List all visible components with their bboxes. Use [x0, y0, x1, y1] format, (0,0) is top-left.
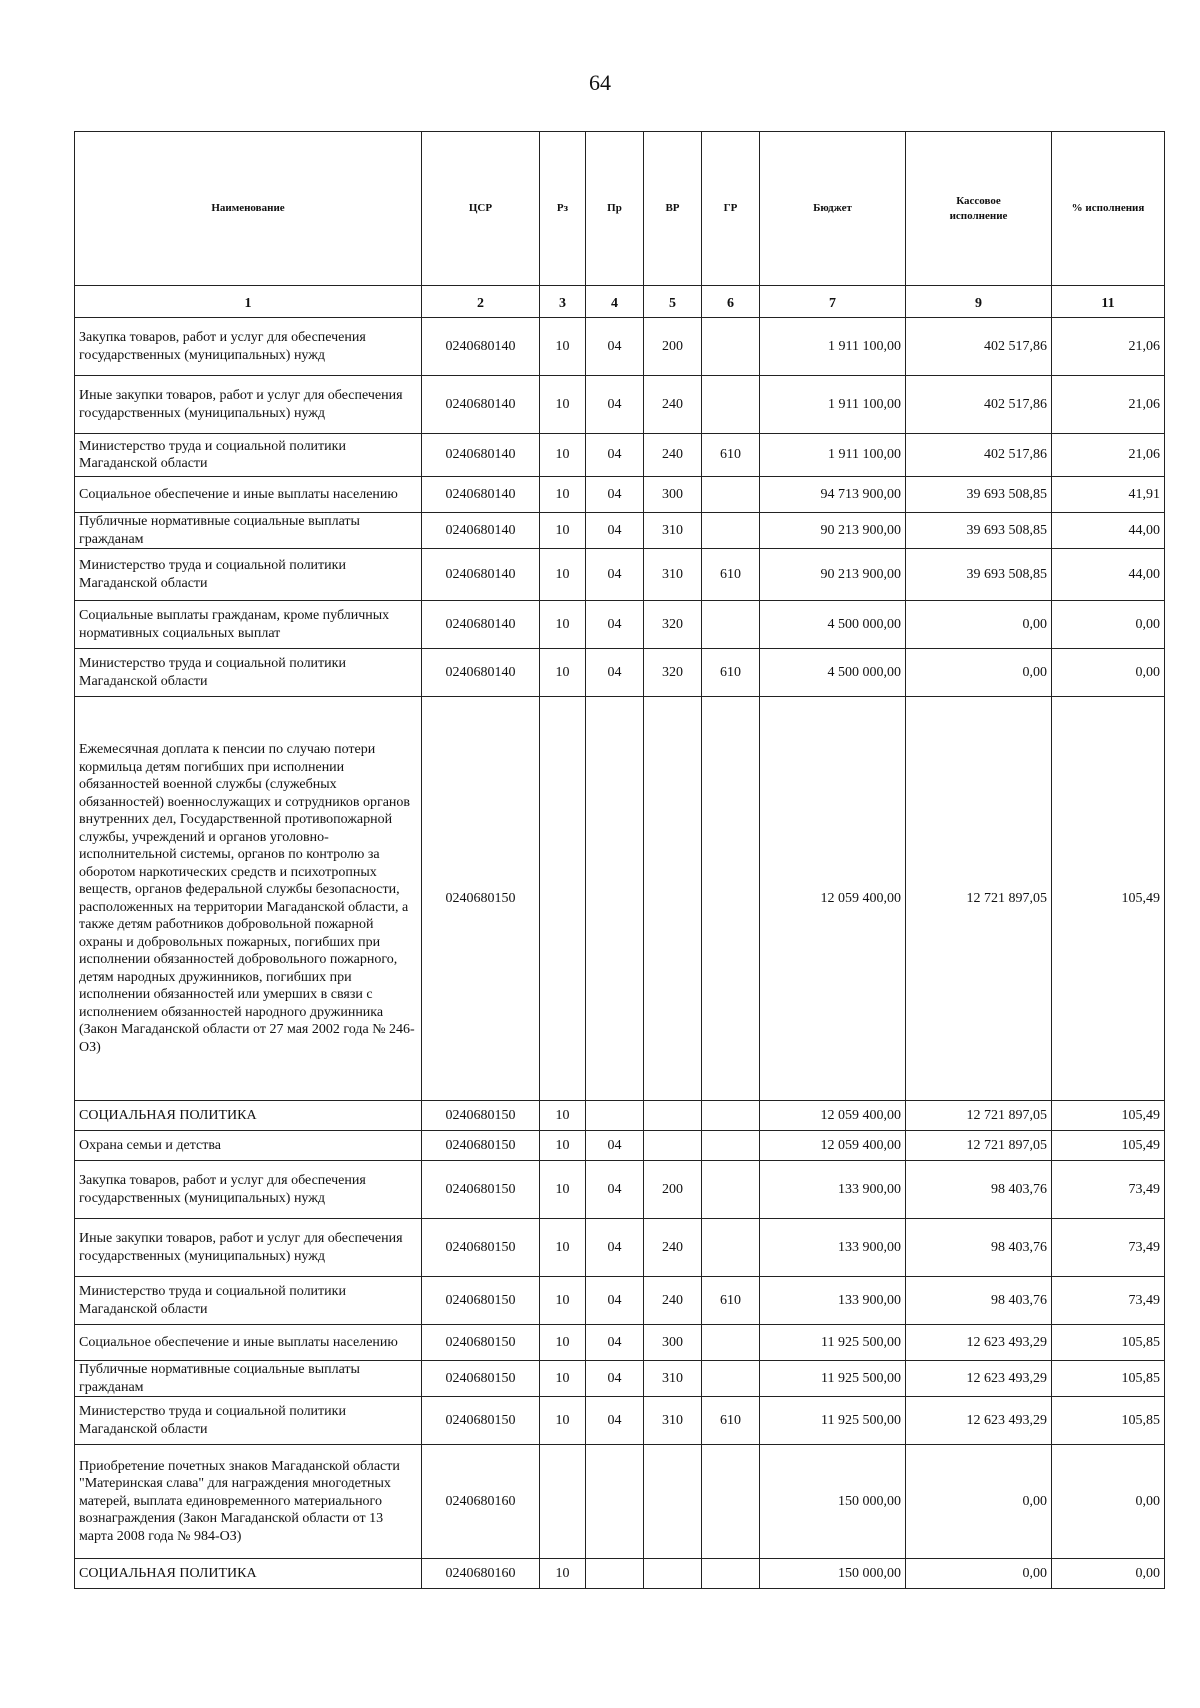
- column-number: 9: [906, 286, 1052, 318]
- row-budget-cell: 150 000,00: [760, 1445, 906, 1559]
- row-rz-cell: 10: [540, 601, 586, 649]
- row-rz-cell: 10: [540, 1161, 586, 1219]
- row-name-cell: Министерство труда и социальной политики Магаданской области: [75, 649, 422, 697]
- row-budget-cell: 12 059 400,00: [760, 697, 906, 1101]
- row-budget-cell: 94 713 900,00: [760, 477, 906, 513]
- row-name-cell: Закупка товаров, работ и услуг для обеспечения государственных (муниципальных) нужд: [75, 318, 422, 376]
- row-csr-cell: 0240680150: [422, 1397, 540, 1445]
- row-csr-cell: 0240680150: [422, 1325, 540, 1361]
- row-csr-cell: 0240680140: [422, 549, 540, 601]
- row-rz-cell: 10: [540, 1559, 586, 1589]
- row-csr-cell: 0240680160: [422, 1445, 540, 1559]
- column-number: 6: [702, 286, 760, 318]
- row-name-cell: Публичные нормативные социальные выплаты гражданам: [75, 1361, 422, 1397]
- row-pr-cell: 04: [586, 1219, 644, 1277]
- row-rz-cell: 10: [540, 434, 586, 477]
- row-budget-cell: 1 911 100,00: [760, 376, 906, 434]
- row-gr-cell: 610: [702, 649, 760, 697]
- column-number: 4: [586, 286, 644, 318]
- header-budget: Бюджет: [760, 132, 906, 286]
- row-csr-cell: 0240680150: [422, 1277, 540, 1325]
- row-gr-cell: [702, 1219, 760, 1277]
- row-cash-cell: 402 517,86: [906, 376, 1052, 434]
- row-budget-cell: 133 900,00: [760, 1219, 906, 1277]
- row-gr-cell: [702, 318, 760, 376]
- row-percent-cell: 44,00: [1052, 513, 1165, 549]
- row-name-cell: СОЦИАЛЬНАЯ ПОЛИТИКА: [75, 1559, 422, 1589]
- row-csr-cell: 0240680140: [422, 477, 540, 513]
- row-rz-cell: 10: [540, 477, 586, 513]
- row-vr-cell: 240: [644, 434, 702, 477]
- row-pr-cell: [586, 1101, 644, 1131]
- row-budget-cell: 1 911 100,00: [760, 318, 906, 376]
- row-budget-cell: 12 059 400,00: [760, 1101, 906, 1131]
- row-csr-cell: 0240680140: [422, 513, 540, 549]
- table-row: [75, 1361, 1165, 1397]
- row-budget-cell: 90 213 900,00: [760, 513, 906, 549]
- table-row: [75, 1397, 1165, 1445]
- header-csr: ЦСР: [422, 132, 540, 286]
- row-cash-cell: 12 721 897,05: [906, 1131, 1052, 1161]
- row-vr-cell: 240: [644, 1277, 702, 1325]
- page-number: 64: [589, 70, 611, 95]
- row-name-cell: Социальное обеспечение и иные выплаты населению: [75, 1325, 422, 1361]
- row-gr-cell: [702, 513, 760, 549]
- row-rz-cell: 10: [540, 549, 586, 601]
- row-vr-cell: [644, 1131, 702, 1161]
- row-gr-cell: [702, 601, 760, 649]
- row-vr-cell: 320: [644, 601, 702, 649]
- column-number: 1: [75, 286, 422, 318]
- header-row: [75, 132, 1165, 286]
- table-row: [75, 1325, 1165, 1361]
- row-percent-cell: 21,06: [1052, 318, 1165, 376]
- row-vr-cell: [644, 1101, 702, 1131]
- row-name-cell: Иные закупки товаров, работ и услуг для обеспечения государственных (муниципальных) нужд: [75, 1219, 422, 1277]
- table-row: [75, 1101, 1165, 1131]
- row-vr-cell: 320: [644, 649, 702, 697]
- row-percent-cell: 73,49: [1052, 1219, 1165, 1277]
- header-gr: ГР: [702, 132, 760, 286]
- row-vr-cell: 310: [644, 1361, 702, 1397]
- row-rz-cell: 10: [540, 1277, 586, 1325]
- row-name-cell: Публичные нормативные социальные выплаты гражданам: [75, 513, 422, 549]
- row-pr-cell: 04: [586, 376, 644, 434]
- row-cash-cell: 0,00: [906, 649, 1052, 697]
- row-csr-cell: 0240680140: [422, 318, 540, 376]
- row-pr-cell: 04: [586, 649, 644, 697]
- row-pr-cell: 04: [586, 513, 644, 549]
- row-cash-cell: 39 693 508,85: [906, 513, 1052, 549]
- row-name-cell: Ежемесячная доплата к пенсии по случаю потери кормильца детям погибших при исполнении обязанностей военной службы (служебных обязанностей) военнослужащих и сотрудников органов внутренних дел, Государственной противопожарной службы, учреждений и органов уголовно-исполнительной системы, органов по контролю за оборотом наркотических средств и психотропных веществ, органов федеральной службы безопасности, расположенных на территории Магаданской области, а также детям работников добровольной пожарной охраны и добровольных пожарных, погибших при исполнении обязанностей добровольного пожарного, детям народных дружинников, погибших при исполнении обязанностей или умерших в связи с исполнением обязанностей народного дружинника (Закон Магаданской области от 27 мая 2002 года № 246-ОЗ): [75, 697, 422, 1101]
- row-gr-cell: [702, 1559, 760, 1589]
- table-row: [75, 1219, 1165, 1277]
- row-name-cell: Охрана семьи и детства: [75, 1131, 422, 1161]
- row-vr-cell: 200: [644, 318, 702, 376]
- budget-table: [74, 131, 1165, 1589]
- row-name-cell: Министерство труда и социальной политики Магаданской области: [75, 1397, 422, 1445]
- row-pr-cell: 04: [586, 1131, 644, 1161]
- table-row: [75, 477, 1165, 513]
- row-rz-cell: 10: [540, 649, 586, 697]
- row-pr-cell: 04: [586, 1161, 644, 1219]
- row-gr-cell: 610: [702, 1397, 760, 1445]
- row-vr-cell: 300: [644, 1325, 702, 1361]
- table-row: [75, 513, 1165, 549]
- row-cash-cell: 39 693 508,85: [906, 549, 1052, 601]
- row-csr-cell: 0240680150: [422, 697, 540, 1101]
- row-budget-cell: 1 911 100,00: [760, 434, 906, 477]
- row-budget-cell: 133 900,00: [760, 1277, 906, 1325]
- row-percent-cell: 73,49: [1052, 1277, 1165, 1325]
- row-cash-cell: 98 403,76: [906, 1161, 1052, 1219]
- row-rz-cell: 10: [540, 1397, 586, 1445]
- column-number-row: [75, 286, 1165, 318]
- row-gr-cell: [702, 1131, 760, 1161]
- row-name-cell: Иные закупки товаров, работ и услуг для обеспечения государственных (муниципальных) нужд: [75, 376, 422, 434]
- row-cash-cell: 0,00: [906, 1559, 1052, 1589]
- row-budget-cell: 133 900,00: [760, 1161, 906, 1219]
- header-rz: Рз: [540, 132, 586, 286]
- row-cash-cell: 12 623 493,29: [906, 1361, 1052, 1397]
- row-csr-cell: 0240680150: [422, 1131, 540, 1161]
- row-gr-cell: 610: [702, 434, 760, 477]
- row-percent-cell: 0,00: [1052, 1445, 1165, 1559]
- row-percent-cell: 44,00: [1052, 549, 1165, 601]
- table-row: [75, 1559, 1165, 1589]
- table-row: [75, 1445, 1165, 1559]
- row-percent-cell: 0,00: [1052, 1559, 1165, 1589]
- table-row: [75, 601, 1165, 649]
- row-percent-cell: 105,85: [1052, 1361, 1165, 1397]
- row-percent-cell: 73,49: [1052, 1161, 1165, 1219]
- row-name-cell: Социальное обеспечение и иные выплаты населению: [75, 477, 422, 513]
- row-csr-cell: 0240680160: [422, 1559, 540, 1589]
- table-body: [75, 318, 1165, 1589]
- row-percent-cell: 21,06: [1052, 434, 1165, 477]
- row-cash-cell: 0,00: [906, 1445, 1052, 1559]
- row-vr-cell: 310: [644, 549, 702, 601]
- row-cash-cell: 98 403,76: [906, 1219, 1052, 1277]
- table-row: [75, 376, 1165, 434]
- row-csr-cell: 0240680150: [422, 1361, 540, 1397]
- row-pr-cell: 04: [586, 1397, 644, 1445]
- row-csr-cell: 0240680150: [422, 1219, 540, 1277]
- row-vr-cell: 310: [644, 1397, 702, 1445]
- row-vr-cell: 240: [644, 1219, 702, 1277]
- row-percent-cell: 105,49: [1052, 1131, 1165, 1161]
- table-row: [75, 697, 1165, 1101]
- row-vr-cell: [644, 697, 702, 1101]
- row-cash-cell: 12 623 493,29: [906, 1325, 1052, 1361]
- header-pr: Пр: [586, 132, 644, 286]
- column-number: 7: [760, 286, 906, 318]
- row-gr-cell: [702, 1161, 760, 1219]
- row-pr-cell: [586, 1445, 644, 1559]
- row-rz-cell: [540, 697, 586, 1101]
- row-pr-cell: [586, 1559, 644, 1589]
- row-percent-cell: 105,85: [1052, 1397, 1165, 1445]
- row-rz-cell: 10: [540, 1325, 586, 1361]
- row-cash-cell: 12 623 493,29: [906, 1397, 1052, 1445]
- row-cash-cell: 0,00: [906, 601, 1052, 649]
- column-number: 5: [644, 286, 702, 318]
- row-gr-cell: [702, 1101, 760, 1131]
- row-budget-cell: 11 925 500,00: [760, 1325, 906, 1361]
- header-vr: ВР: [644, 132, 702, 286]
- table-row: [75, 549, 1165, 601]
- row-name-cell: Министерство труда и социальной политики Магаданской области: [75, 549, 422, 601]
- row-percent-cell: 105,49: [1052, 697, 1165, 1101]
- header-percent: % исполнения: [1052, 132, 1165, 286]
- table-row: [75, 649, 1165, 697]
- row-gr-cell: [702, 376, 760, 434]
- row-vr-cell: [644, 1445, 702, 1559]
- row-pr-cell: 04: [586, 1361, 644, 1397]
- row-pr-cell: 04: [586, 434, 644, 477]
- row-rz-cell: 10: [540, 1131, 586, 1161]
- row-percent-cell: 0,00: [1052, 649, 1165, 697]
- row-csr-cell: 0240680140: [422, 601, 540, 649]
- row-pr-cell: 04: [586, 549, 644, 601]
- row-percent-cell: 105,85: [1052, 1325, 1165, 1361]
- row-name-cell: Приобретение почетных знаков Магаданской области "Материнская слава" для награждения многодетных матерей, выплата единовременного материального вознаграждения (Закон Магаданской области от 13 марта 2008 года № 984-ОЗ): [75, 1445, 422, 1559]
- row-rz-cell: 10: [540, 376, 586, 434]
- row-csr-cell: 0240680140: [422, 434, 540, 477]
- row-rz-cell: [540, 1445, 586, 1559]
- row-vr-cell: 310: [644, 513, 702, 549]
- row-name-cell: Социальные выплаты гражданам, кроме публичных нормативных социальных выплат: [75, 601, 422, 649]
- row-budget-cell: 4 500 000,00: [760, 601, 906, 649]
- row-gr-cell: [702, 1445, 760, 1559]
- row-vr-cell: [644, 1559, 702, 1589]
- row-vr-cell: 200: [644, 1161, 702, 1219]
- row-gr-cell: 610: [702, 1277, 760, 1325]
- row-budget-cell: 11 925 500,00: [760, 1361, 906, 1397]
- row-percent-cell: 21,06: [1052, 376, 1165, 434]
- row-csr-cell: 0240680140: [422, 376, 540, 434]
- row-percent-cell: 41,91: [1052, 477, 1165, 513]
- header-name: Наименование: [75, 132, 422, 286]
- row-percent-cell: 105,49: [1052, 1101, 1165, 1131]
- row-pr-cell: 04: [586, 601, 644, 649]
- row-cash-cell: 12 721 897,05: [906, 1101, 1052, 1131]
- row-budget-cell: 12 059 400,00: [760, 1131, 906, 1161]
- row-csr-cell: 0240680140: [422, 649, 540, 697]
- table-row: [75, 434, 1165, 477]
- table-row: [75, 1161, 1165, 1219]
- row-name-cell: СОЦИАЛЬНАЯ ПОЛИТИКА: [75, 1101, 422, 1131]
- row-rz-cell: 10: [540, 513, 586, 549]
- row-budget-cell: 11 925 500,00: [760, 1397, 906, 1445]
- row-gr-cell: [702, 1325, 760, 1361]
- row-budget-cell: 150 000,00: [760, 1559, 906, 1589]
- row-gr-cell: 610: [702, 549, 760, 601]
- row-rz-cell: 10: [540, 1101, 586, 1131]
- table-row: [75, 318, 1165, 376]
- row-cash-cell: 12 721 897,05: [906, 697, 1052, 1101]
- row-vr-cell: 240: [644, 376, 702, 434]
- row-gr-cell: [702, 1361, 760, 1397]
- header-cash: Кассовое исполнение: [906, 132, 1052, 286]
- row-pr-cell: 04: [586, 1277, 644, 1325]
- column-number: 3: [540, 286, 586, 318]
- row-percent-cell: 0,00: [1052, 601, 1165, 649]
- row-pr-cell: [586, 697, 644, 1101]
- row-pr-cell: 04: [586, 477, 644, 513]
- row-cash-cell: 98 403,76: [906, 1277, 1052, 1325]
- row-name-cell: Министерство труда и социальной политики Магаданской области: [75, 434, 422, 477]
- row-cash-cell: 402 517,86: [906, 318, 1052, 376]
- row-pr-cell: 04: [586, 1325, 644, 1361]
- row-gr-cell: [702, 477, 760, 513]
- row-budget-cell: 90 213 900,00: [760, 549, 906, 601]
- row-csr-cell: 0240680150: [422, 1161, 540, 1219]
- column-number: 2: [422, 286, 540, 318]
- row-cash-cell: 402 517,86: [906, 434, 1052, 477]
- row-rz-cell: 10: [540, 318, 586, 376]
- row-cash-cell: 39 693 508,85: [906, 477, 1052, 513]
- table-row: [75, 1277, 1165, 1325]
- row-budget-cell: 4 500 000,00: [760, 649, 906, 697]
- row-name-cell: Министерство труда и социальной политики Магаданской области: [75, 1277, 422, 1325]
- table-row: [75, 1131, 1165, 1161]
- row-vr-cell: 300: [644, 477, 702, 513]
- row-gr-cell: [702, 697, 760, 1101]
- column-number: 11: [1052, 286, 1165, 318]
- row-csr-cell: 0240680150: [422, 1101, 540, 1131]
- row-rz-cell: 10: [540, 1219, 586, 1277]
- row-name-cell: Закупка товаров, работ и услуг для обеспечения государственных (муниципальных) нужд: [75, 1161, 422, 1219]
- row-pr-cell: 04: [586, 318, 644, 376]
- row-rz-cell: 10: [540, 1361, 586, 1397]
